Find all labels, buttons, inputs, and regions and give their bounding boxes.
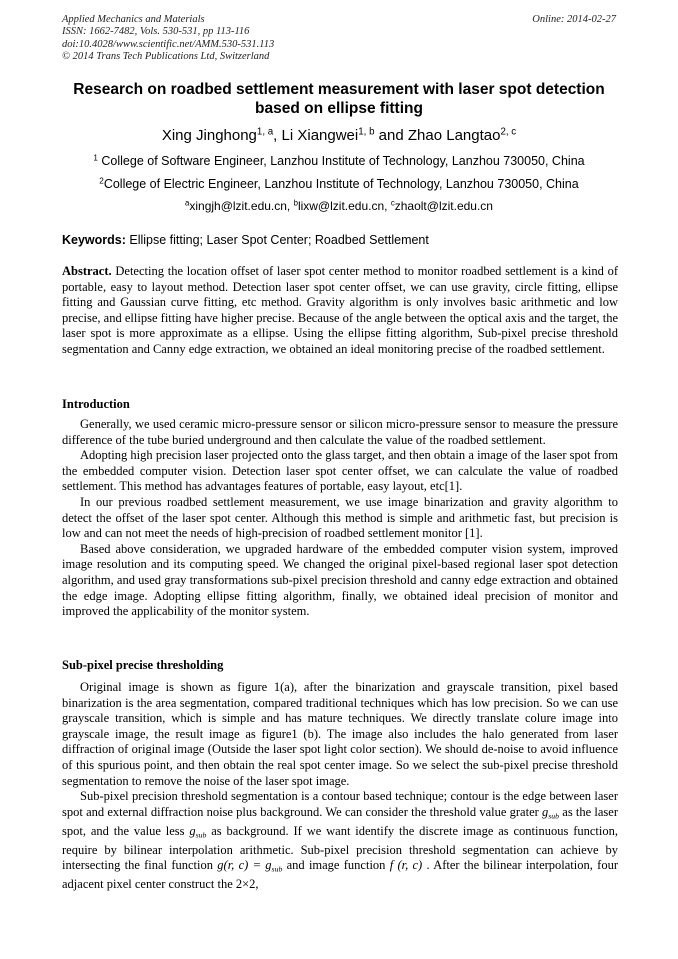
affiliation-mark: 2 xyxy=(99,176,104,186)
g-sub-symbol: $g_{sub}$ xyxy=(542,804,560,821)
paragraph: Adopting high precision laser projected onto the glass target, and then obtain a image of the laser spot from the embedded computer vision. Detection laser spot center offset, we can calculate the value of roadbed settlement. This method has advantages features of portable, easy layout, etc[1]. xyxy=(62,448,618,494)
author-affil-mark: 1, b xyxy=(358,126,375,138)
journal-header xyxy=(62,14,274,64)
author-name: Zhao Langtao xyxy=(407,127,501,144)
paragraph: Based above consideration, we upgraded hardware of the embedded computer vision system, improved image resolution and its computing speed. We changed the original pixel-based regional laser spot detection algorithm, and used gray transformations sub-pixel precision threshold and canny edge extraction and obtained the edge image. Adopting ellipse fitting algorithm, finally, we obtained ideal precision of monitor and improved the applicability of the monitor system. xyxy=(62,541,618,619)
online-date: Online: 2014-02-27 xyxy=(532,14,616,25)
email-mark: b xyxy=(293,198,298,208)
doi-line: doi:10.4028/www.scientific.net/AMM.530-531.113 xyxy=(62,38,275,50)
equation-g-rc: g(r, $c) = g_{sub}$ xyxy=(217,858,283,874)
paper-title: Research on roadbed settlement measurement with laser spot detection based on ellipse fitting xyxy=(73,81,605,117)
email-mark: a xyxy=(185,198,190,208)
affiliation-text: College of Electric Engineer, Lanzhou Institute of Technology, Lanzhou 730050, China xyxy=(103,177,579,191)
email-address: lixw@lzit.edu.cn, xyxy=(297,199,391,213)
affiliation xyxy=(30,177,648,192)
author-separator: and xyxy=(374,127,408,144)
author-name: Xing Jinghong xyxy=(161,127,257,144)
paragraph: Sub-pixel precision threshold segmentation is a contour based technique; contour is the edge between laser spot and external diffraction noise plus background. We can consider the threshold value grater $g_{sub}$ as the laser spot, and the value less $g_{sub}$ as background. If we want identify the discrete image as continuous function, require by bilinear interpolation arithmetic. Sub-pixel precision threshold segmentation can achieve by intersecting the final function g(r, $c) = g_{sub}$ and image function f (r, c) . After the bilinear interpolation, four adjacent pixel center construct the 2×2, xyxy=(62,789,619,892)
author-affil-mark: 2, c xyxy=(500,126,517,138)
keywords-label: Keywords: xyxy=(62,233,126,247)
introduction-body xyxy=(62,417,618,620)
keywords xyxy=(62,233,618,248)
affiliation-mark: 1 xyxy=(93,153,98,163)
email-address: xingjh@lzit.edu.cn, xyxy=(189,199,294,213)
affiliation xyxy=(30,154,648,169)
journal-name: Applied Mechanics and Materials xyxy=(62,14,205,25)
subpixel-body xyxy=(62,680,618,893)
copyright-line: © 2014 Trans Tech Publications Ltd, Switzerland xyxy=(62,51,270,63)
author-list xyxy=(40,127,638,145)
equation-f-rc: f (r, c) xyxy=(389,858,423,873)
affiliation-text: College of Software Engineer, Lanzhou Institute of Technology, Lanzhou 730050, China xyxy=(97,154,585,168)
email-address: zhaolt@lzit.edu.cn xyxy=(394,199,493,213)
author-affil-mark: 1, a xyxy=(256,126,274,138)
paragraph: Generally, we used ceramic micro-pressure sensor or silicon micro-pressure sensor to measure the pressure difference of the tube buried underground and then calculate the value of the roadbed settlement. xyxy=(62,417,618,447)
email-mark: c xyxy=(390,198,395,208)
author-name: Li Xiangwei xyxy=(281,127,359,144)
abstract-text: Detecting the location offset of laser spot center method to monitor roadbed settlement is a kind of portable, easy to layout method. Detection laser spot center offset, we can use gravity, circle fitting, ellipse fitting and Gaussian curve fitting, etc method. Gravity algorithm is only involves basic arithmetic and low precise, and ellipse fitting have higher precise. Because of the angle between the optical axis and the target, the laser spot is more approximate as a ellipse. Using the ellipse fitting algorithm, Sub-pixel precise threshold segmentation and Canny edge extraction, we obtained an ideal monitoring precise of the roadbed settlement. xyxy=(62,264,618,356)
author-separator: , xyxy=(273,127,282,144)
paragraph: In our previous roadbed settlement measurement, we use image binarization and gravity algorithm to detect the offset of the laser spot center. Although this method is simple and arithmetic fast, but precision is low and can not meet the needs of high-precision of roadbed settlement monitor [1]. xyxy=(62,494,618,541)
email-list xyxy=(30,199,648,214)
issn-line: ISSN: 1662-7482, Vols. 530-531, pp 113-116 xyxy=(62,26,250,38)
section-heading: Introduction xyxy=(62,397,130,411)
g-sub-symbol: $g_{sub}$ xyxy=(189,823,207,839)
abstract xyxy=(62,264,618,358)
abstract-label: Abstract. xyxy=(62,264,112,278)
section-heading: Sub-pixel precise thresholding xyxy=(62,658,224,672)
keywords-text: Ellipse fitting; Laser Spot Center; Roadbed Settlement xyxy=(125,233,429,247)
paragraph: Original image is shown as figure 1(a), after the binarization and grayscale transition, pixel based binarization is the area segmentation, compared traditional techniques which has low precision. So we can use grayscale transition, which is simple and has mature techniques. We directly translate colure image into grayscale image, the result image as figure1 (b). The image also includes the halo generated from laser diffraction of original image (Outside the laser spot light color section). We should de-noise to avoid influence of this spurious point, and then obtain the real spot center image. So we select the sub-pixel precise threshold segmentation to remove the noise of the laser spot image. xyxy=(62,680,618,788)
